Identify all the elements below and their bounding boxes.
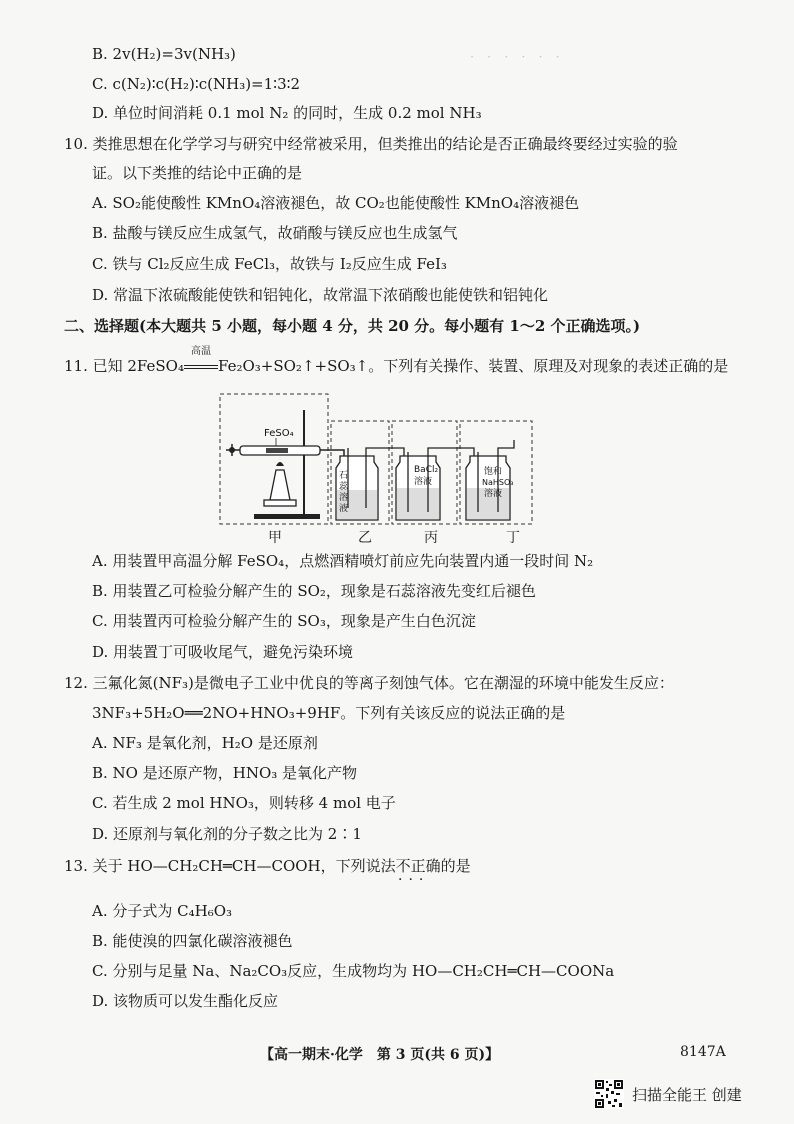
q13-option-b: B. 能使溴的四氯化碳溶液褪色 [92,932,293,950]
q11-option-b: B. 用装置乙可检验分解产生的 SO₂，现象是石蕊溶液先变红后褪色 [92,582,536,600]
label-jia: 甲 [268,530,282,546]
q11-stem-pre: 11. 已知 2FeSO₄ [64,357,184,375]
q10-stem-line1: 10. 类推思想在化学学习与研究中经常被采用，但类推出的结论是否正确最终要经过实验的验 [64,135,678,153]
q12-option-b: B. NO 是还原产物，HNO₃ 是氧化产物 [92,764,358,782]
q11-option-a: A. 用装置甲高温分解 FeSO₄，点燃酒精喷灯前应先向装置内通一段时间 N₂ [92,552,594,570]
bottle-yi-label-3: 溶 [339,493,349,503]
scanner-text: 扫描全能王 创建 [632,1085,742,1104]
q10-option-c: C. 铁与 Cl₂反应生成 FeCl₃，故铁与 I₂反应生成 FeI₃ [92,255,447,273]
q12-stem-line2: 3NF₃+5H₂O══2NO+HNO₃+9HF。下列有关该反应的说法正确的是 [92,704,566,722]
bottle-bing-liquid [397,488,439,519]
q9-option-d: D. 单位时间消耗 0.1 mol N₂ 的同时，生成 0.2 mol NH₃ [92,104,482,122]
bottle-bing-label-1: BaCl₂ [414,465,439,475]
footer-code: 8147A [680,1044,726,1060]
q10-stem-line2: 证。以下类推的结论中正确的是 [92,164,303,182]
label-feso4: FeSO₄ [264,428,294,439]
scanner-watermark [594,1078,784,1110]
bottle-yi-label-1: 石 [339,471,349,481]
q10-option-a: A. SO₂能使酸性 KMnO₄溶液褪色，故 CO₂也能使酸性 KMnO₄溶液褪色 [92,194,580,212]
bottle-bing-label-2: 溶液 [414,477,433,487]
bottle-yi-label-4: 液 [339,504,349,514]
q12-option-c: C. 若生成 2 mol HNO₃，则转移 4 mol 电子 [92,794,396,812]
q11-option-d: D. 用装置丁可吸收尾气，避免污染环境 [92,643,354,661]
q9-option-b: B. 2v(H₂)=3v(NH₃) [92,45,236,63]
q12-option-d: D. 还原剂与氧化剂的分子数之比为 2∶1 [92,825,362,843]
q10-option-d: D. 常温下浓硫酸能使铁和铝钝化，故常温下浓硝酸也能使铁和铝钝化 [92,286,549,304]
bottle-ding-label-1: 饱和 [484,467,503,477]
q13-option-c: C. 分别与足量 Na、Na₂CO₃反应，生成物均为 HO—CH₂CH═CH—COONa [92,962,615,980]
q13-option-d: D. 该物质可以发生酯化反应 [92,992,279,1010]
valve-icon [229,447,235,453]
q9-option-c: C. c(N₂)∶c(H₂)∶c(NH₃)=1∶3∶2 [92,75,301,93]
q11-reaction-arrow [184,346,218,376]
q11-stem-post: Fe₂O₃+SO₂↑+SO₃↑。下列有关操作、装置、原理及对现象的表述正确的是 [218,357,729,375]
section-2-header: 二、选择题(本大题共 5 小题，每小题 4 分，共 20 分。每小题有 1～2 个正确选项。) [64,317,641,335]
q11-apparatus-diagram [218,388,558,528]
label-bing: 丙 [424,530,438,546]
label-yi: 乙 [358,530,372,546]
q12-option-a: A. NF₃ 是氧化剂，H₂O 是还原剂 [92,734,318,752]
q13-stem: 13. 关于 HO—CH₂CH═CH—COOH，下列说法不正确的是 [64,857,471,875]
bottle-yi-label-2: 蕊 [339,482,349,492]
stand-base [254,514,320,519]
q11-stem [64,346,729,376]
q11-option-c: C. 用装置丙可检验分解产生的 SO₃，现象是产生白色沉淀 [92,612,476,630]
q10-option-b: B. 盐酸与镁反应生成氢气，故硝酸与镁反应也生成氢气 [92,224,458,242]
bottle-ding-label-2: NaHSO₃ [482,478,514,487]
feso4-sample [266,448,288,453]
apparatus-svg [218,388,558,528]
q11-condition: 高温 [191,346,211,357]
emphasis-dots: ··· [398,872,430,888]
q12-stem-line1: 12. 三氟化氮(NF₃)是微电子工业中优良的等离子刻蚀气体。它在潮湿的环境中能发生反应： [64,674,674,692]
qr-code-icon [594,1079,624,1109]
flame-icon [276,462,284,466]
bleed-through-text: · · · · · · [470,50,560,65]
footer-page-info: 【高一期末·化学 第 3 页(共 6 页)】 [260,1047,500,1063]
q13-option-a: A. 分子式为 C₄H₆O₃ [92,902,233,920]
alcohol-burner [270,470,290,500]
label-ding: 丁 [506,530,520,546]
bottle-ding-label-3: 溶液 [484,489,503,499]
